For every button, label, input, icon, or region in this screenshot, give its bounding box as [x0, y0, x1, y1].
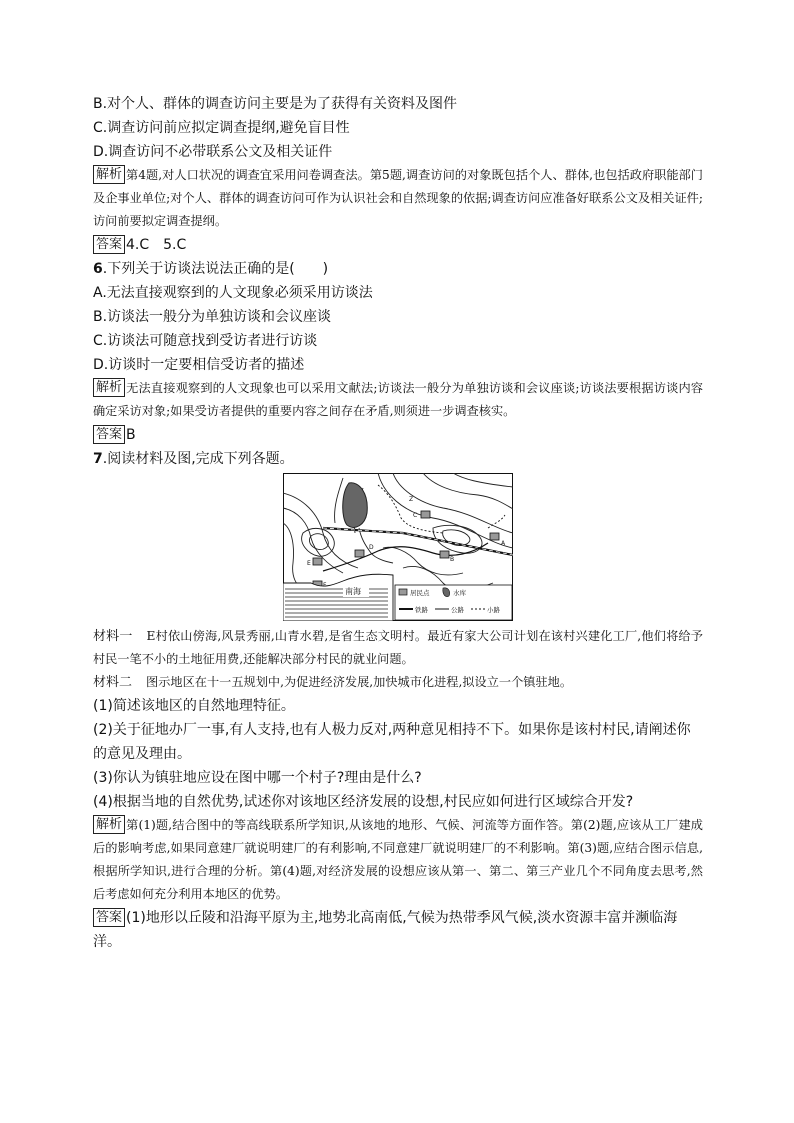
q7-sub-1: (1)简述该地区的自然地理特征。 — [93, 698, 295, 714]
q6-number: 6 — [93, 261, 103, 277]
q6-option-d: D.访谈时一定要相信受访者的描述 — [93, 357, 305, 373]
label-e: E — [307, 560, 311, 567]
q6-explanation-text: 无法直接观察到的人文现象也可以采用文献法;访谈法一般分为单独访谈和会议座谈;访谈法要根据访谈内容确定采访对象;如果受访者提供的重要内容之间存在矛盾,则须进一步调查核实。 — [93, 381, 703, 418]
label-b: B — [450, 556, 455, 563]
label-d: D — [369, 544, 374, 551]
q5-explanation-text: 第4题,对人口状况的调查宜采用问卷调查法。第5题,调查访问的对象既包括个人、群体,也包括政府职能部门及企事业单位;对个人、群体的调查访问可作为认识社会和自然现象的依据;调查访问应准备好联系公文及相关证件;访问前要拟定调查提纲。 — [93, 168, 703, 228]
label-a: A — [501, 540, 506, 547]
q6-stem-text: .下列关于访谈法说法正确的是( ) — [102, 261, 329, 277]
material-2-label: 材料二 — [93, 675, 133, 690]
explanation-tag: 解析 — [93, 378, 125, 397]
q5-option-c: C.调查访问前应拟定调查提纲,避免盲目性 — [93, 120, 350, 136]
q7-answer-text: (1)地形以丘陵和沿海平原为主,地势北高南低,气候为热带季风气候,淡水资源丰富并濒临海洋。 — [93, 910, 678, 950]
answer-tag: 答案 — [93, 425, 125, 444]
document-page — [93, 92, 703, 954]
q6-explanation — [93, 377, 703, 423]
legend-reservoir: 水库 — [453, 589, 466, 597]
q7-explanation-text: 第(1)题,结合图中的等高线联系所学知识,从该地的地形、气候、河流等方面作答。第(2)题,应该从工厂建成后的影响考虑,如果同意建厂就说明建厂的有利影响,不同意建厂就说明建厂的不利影响。第(3)题,应结合图示信息,根据所学知识,进行合理的分析。第(4)题,对经济发展的设想应该从第一、第二、第三产业几个不同角度去思考,然后考虑如何充分利用本地区的优势。 — [93, 818, 703, 901]
material-1 — [93, 625, 703, 671]
q5-option-b: B.对个人、群体的调查访问主要是为了获得有关资料及图件 — [93, 96, 458, 112]
material-1-text: E村依山傍海,风景秀丽,山青水碧,是省生态文明村。最近有家大公司计划在该村兴建化工厂,他们将给予村民一笔不小的土地征用费,还能解决部分村民的就业问题。 — [93, 629, 703, 666]
q6-answer-text: B — [126, 427, 136, 443]
q6-stem — [93, 257, 703, 281]
q6-option-c: C.访谈法可随意找到受访者进行访谈 — [93, 333, 318, 349]
label-f: F — [323, 582, 327, 589]
answer-tag: 答案 — [93, 235, 125, 254]
q7-stem — [93, 447, 703, 471]
label-c: C — [413, 512, 418, 519]
q7-stem-text: .阅读材料及图,完成下列各题。 — [102, 451, 294, 467]
legend-path: 小路 — [487, 606, 500, 614]
q6-answer — [93, 423, 703, 447]
answer-tag: 答案 — [93, 908, 125, 927]
q5-answer — [93, 233, 703, 257]
q6-option-a: A.无法直接观察到的人文现象必须采用访谈法 — [93, 285, 373, 301]
map-legend — [395, 585, 512, 620]
q5-answer-text: 4.C 5.C — [126, 237, 187, 253]
legend-settlement: 居民点 — [410, 589, 430, 597]
legend-railway: 铁路 — [415, 606, 428, 614]
q7-number: 7 — [93, 451, 103, 467]
explanation-tag: 解析 — [93, 815, 125, 834]
material-2-text: 图示地区在十一五规划中,为促进经济发展,加快城市化进程,拟设立一个镇驻地。 — [146, 675, 573, 689]
q7-sub-4: (4)根据当地的自然优势,试述你对该地区经济发展的设想,村民应如何进行区域综合开发? — [93, 794, 634, 810]
material-2 — [93, 671, 703, 694]
q6-option-b: B.访谈法一般分为单独访谈和会议座谈 — [93, 309, 332, 325]
sea-label: 南海 — [345, 587, 361, 596]
q5-explanation — [93, 164, 703, 233]
material-1-label: 材料一 — [93, 629, 133, 644]
q7-sub-3: (3)你认为镇驻地应设在图中哪一个村子?理由是什么? — [93, 770, 422, 786]
explanation-tag: 解析 — [93, 165, 125, 184]
legend-road: 公路 — [451, 606, 464, 614]
q7-sub-2: (2)关于征地办厂一事,有人支持,也有人极力反对,两种意见相持不下。如果你是该村村民,请阐述你的意见及理由。 — [93, 722, 691, 762]
q7-answer — [93, 906, 703, 954]
contour-map — [283, 473, 513, 621]
label-z: Z — [409, 496, 414, 503]
q7-explanation — [93, 814, 703, 906]
q5-option-d: D.调查访问不必带联系公文及相关证件 — [93, 144, 333, 160]
